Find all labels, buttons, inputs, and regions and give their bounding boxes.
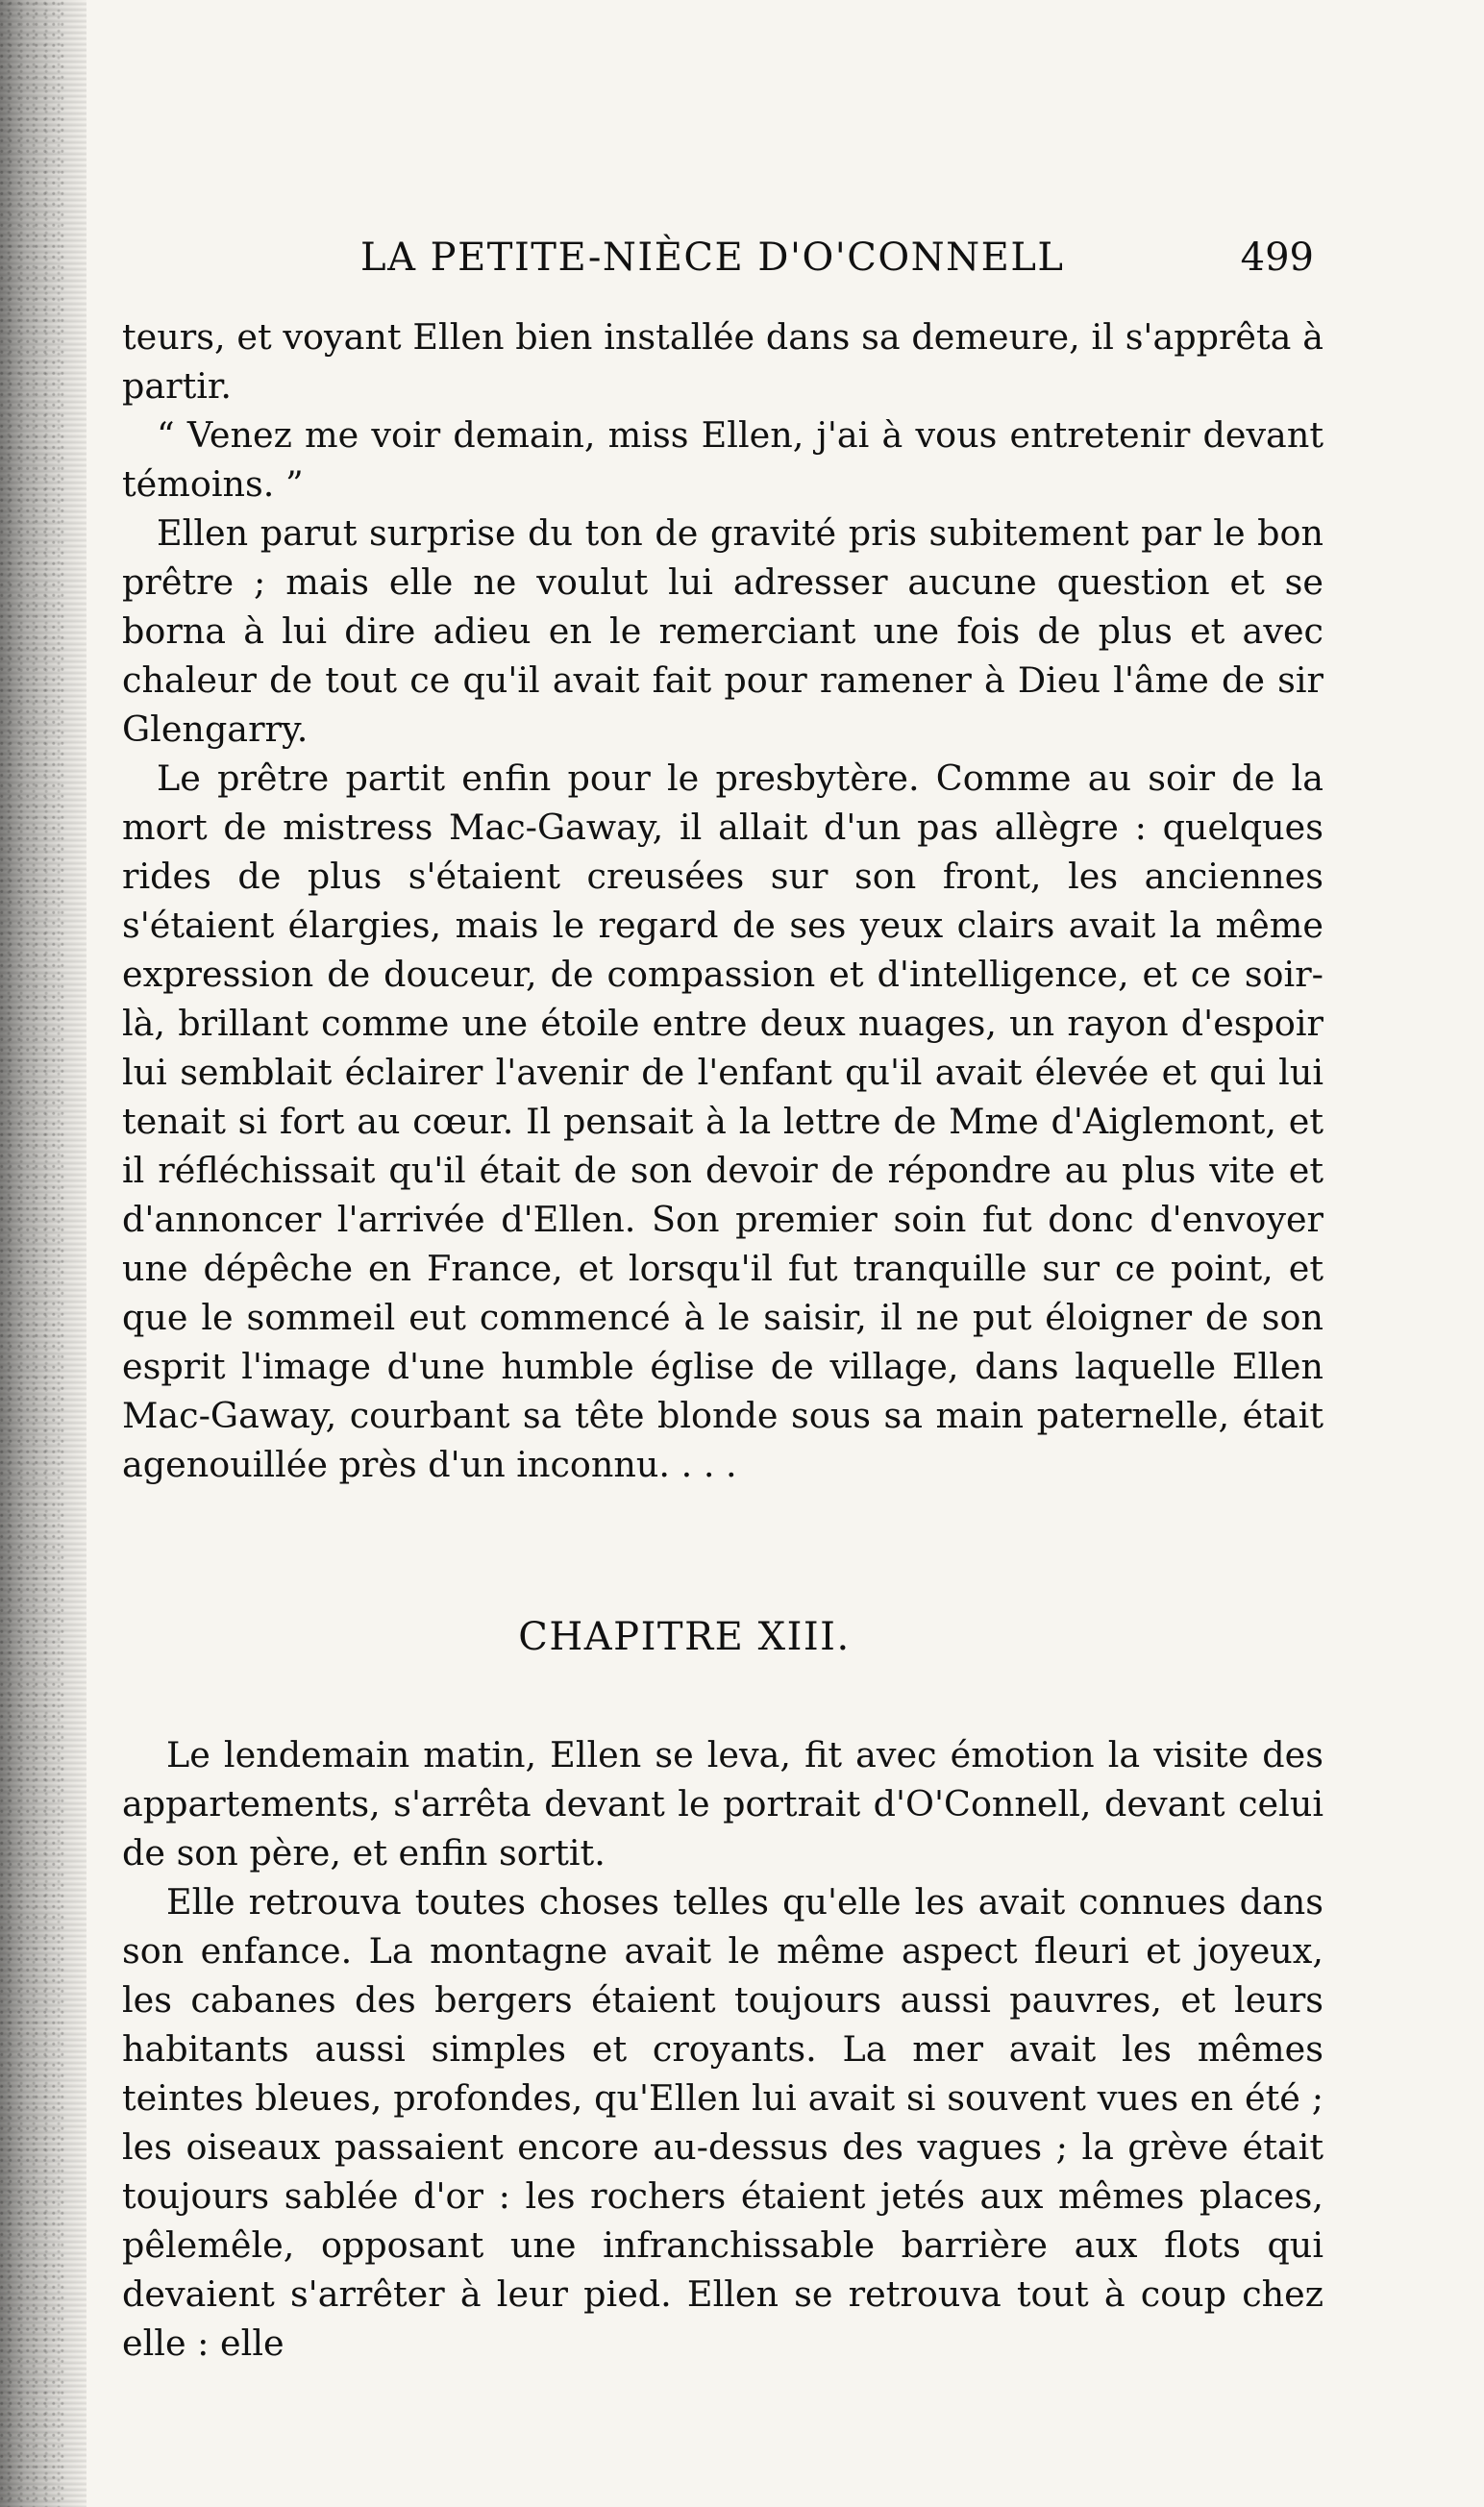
running-title: LA PETITE-NIÈCE D'O'CONNELL (360, 236, 1065, 280)
paragraph: Le prêtre partit enfin pour le presbytère. Comme au soir de la mort de mistress Mac-Gaway, il allait d'un pas allègre : quelques rides de plus s'étaient creusées sur son front, les anciennes s'étaient élargies, mais le regard de ses yeux clairs avait la même expression de douceur, de compassion et d'intelligence, et ce soir-là, brillant comme une étoile entre deux nuages, un rayon d'espoir lui semblait éclairer l'avenir de l'enfant qu'il avait élevée et qui lui tenait si fort au cœur. Il pensait à la lettre de Mme d'Aiglemont, et il réfléchissait qu'il était de son devoir de répondre au plus vite et d'annoncer l'arrivée d'Ellen. Son premier soin fut donc d'envoyer une dépêche en France, et lorsqu'il fut tranquille sur ce point, et que le sommeil eut commencé à le saisir, il ne put éloigner de son esprit l'image d'une humble église de village, dans laquelle Ellen Mac-Gaway, courbant sa tête blonde sous sa main paternelle, était agenouillée près d'un inconnu. . . . (122, 757, 1323, 1485)
paragraph: Ellen parut surprise du ton de gravité pris subitement par le bon prêtre ; mais elle ne voulut lui adresser aucune question et se borna à lui dire adieu en le remerciant une fois de plus et avec chaleur de tout ce qu'il avait fait pour ramener à Dieu l'âme de sir Glengarry. (122, 512, 1323, 750)
paragraph: Le lendemain matin, Ellen se leva, fit avec émotion la visite des appartements, s'arrêta devant le portrait d'O'Connell, devant celui de son père, et enfin sortit. (122, 1734, 1323, 1874)
paragraph: teurs, et voyant Ellen bien installée dans sa demeure, il s'apprêta à partir. (122, 316, 1323, 407)
chapter-title: CHAPITRE XIII. (518, 1615, 851, 1659)
body-text (122, 312, 1323, 1489)
paragraph: “ Venez me voir demain, miss Ellen, j'ai à vous entretenir devant témoins. ” (122, 414, 1323, 505)
chapter-text (122, 1730, 1323, 2368)
binding-speckle (0, 0, 67, 2507)
chapter-heading (0, 1615, 1484, 1659)
paragraph: Elle retrouva toutes choses telles qu'elle les avait connues dans son enfance. La montagne avait le même aspect fleuri et joyeux, les cabanes des bergers étaient toujours aussi pauvres, et leurs habitants aussi simples et croyants. La mer avait les mêmes teintes bleues, profondes, qu'Ellen lui avait si souvent vues en été ; les oiseaux passaient encore au-dessus des vagues ; la grève était toujours sablée d'or : les rochers étaient jetés aux mêmes places, pêlemêle, opposant une infranchissable barrière aux flots qui devaient s'arrêter à leur pied. Ellen se retrouva tout à coup chez elle : elle (122, 1881, 1323, 2364)
page-number: 499 (1240, 236, 1314, 280)
page-header (360, 236, 1322, 289)
